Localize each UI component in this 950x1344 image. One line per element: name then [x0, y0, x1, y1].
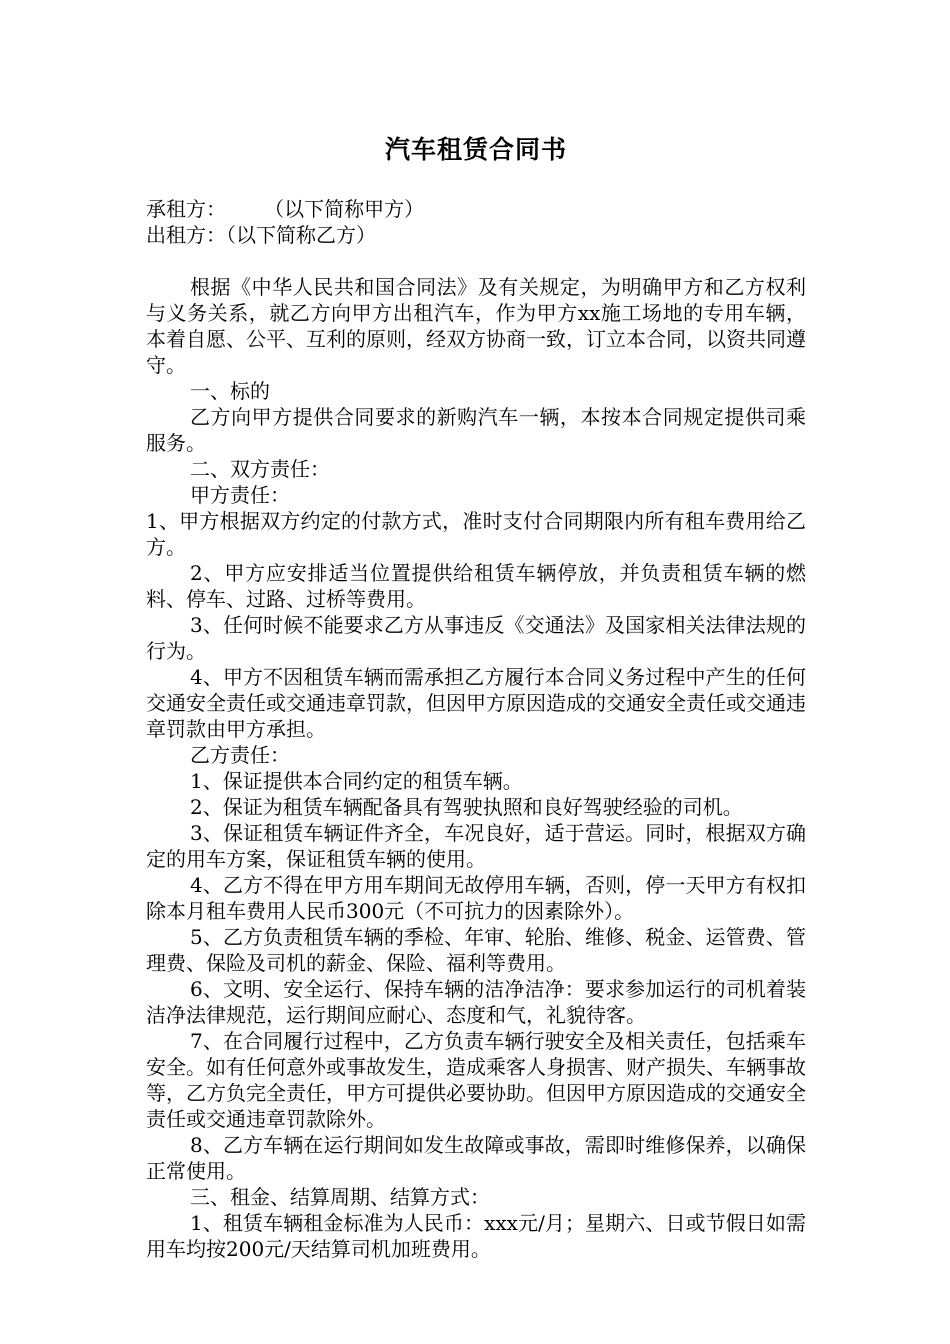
document-body [146, 274, 806, 1262]
party-a-item-3: 3、任何时候不能要求乙方从事违反《交通法》及国家相关法律法规的行为。 [146, 613, 806, 663]
party-b-item-5: 5、乙方负责租赁车辆的季检、年审、轮胎、维修、税金、运管费、管理费、保险及司机的薪金、保险、福利等费用。 [146, 925, 806, 975]
document-title: 汽车租赁合同书 [384, 135, 567, 164]
document-page [146, 132, 806, 1262]
subheading-party-a: 甲方责任： [190, 483, 290, 507]
rent-item-1: 1、租赁车辆租金标准为人民币：xxx元/月；星期六、日或节假日如需用车均按200元/天结算司机加班费用。 [146, 1211, 806, 1261]
blank-line [146, 248, 806, 274]
party-b-item-3: 3、保证租赁车辆证件齐全，车况良好，适于营运。同时，根据双方确定的用车方案，保证租赁车辆的使用。 [146, 821, 806, 871]
party-b-item-1: 1、保证提供本合同约定的租赁车辆。 [190, 769, 523, 793]
section-heading-responsibilities: 二、双方责任： [190, 457, 330, 481]
paragraph-subject: 乙方向甲方提供合同要求的新购汽车一辆，本按本合同规定提供司乘服务。 [146, 405, 806, 455]
party-b-item-4: 4、乙方不得在甲方用车期间无故停用车辆，否则，停一天甲方有权扣除本月租车费用人民币300元（不可抗力的因素除外）。 [146, 873, 806, 923]
party-b-item-8: 8、乙方车辆在运行期间如发生故障或事故，需即时维修保养，以确保正常使用。 [146, 1133, 806, 1183]
lessor-line: 出租方：（以下简称乙方） [146, 223, 376, 247]
section-heading-rent: 三、租金、结算周期、结算方式： [190, 1185, 490, 1209]
party-a-item-4: 4、甲方不因租赁车辆而需承担乙方履行本合同义务过程中产生的任何交通安全责任或交通违章罚款，但因甲方原因造成的交通安全责任或交通违章罚款由甲方承担。 [146, 665, 806, 741]
party-a-item-1: 1、甲方根据双方约定的付款方式，准时支付合同期限内所有租车费用给乙方。 [146, 509, 806, 559]
party-b-item-2: 2、保证为租赁车辆配备具有驾驶执照和良好驾驶经验的司机。 [190, 795, 743, 819]
section-heading-subject: 一、标的 [190, 379, 270, 403]
subheading-party-b: 乙方责任： [190, 743, 290, 767]
party-b-item-6: 6、文明、安全运行、保持车辆的洁净洁净：要求参加运行的司机着装洁净法律规范，运行期间应耐心、态度和气，礼貌待客。 [146, 977, 806, 1027]
lessee-line: 承租方： （以下简称甲方） [146, 197, 425, 221]
party-b-item-7: 7、在合同履行过程中，乙方负责车辆行驶安全及相关责任，包括乘车安全。如有任何意外或事故发生，造成乘客人身损害、财产损失、车辆事故等，乙方负完全责任，甲方可提供必要协助。但因甲方原因造成的交通安全责任或交通违章罚款除外。 [146, 1029, 806, 1131]
party-a-item-2: 2、甲方应安排适当位置提供给租赁车辆停放，并负责租赁车辆的燃料、停车、过路、过桥等费用。 [146, 561, 806, 611]
paragraph-preamble: 根据《中华人民共和国合同法》及有关规定，为明确甲方和乙方权利与义务关系，就乙方向甲方出租汽车，作为甲方xx施工场地的专用车辆，本着自愿、公平、互利的原则，经双方协商一致，订立本合同，以资共同遵守。 [146, 275, 806, 377]
